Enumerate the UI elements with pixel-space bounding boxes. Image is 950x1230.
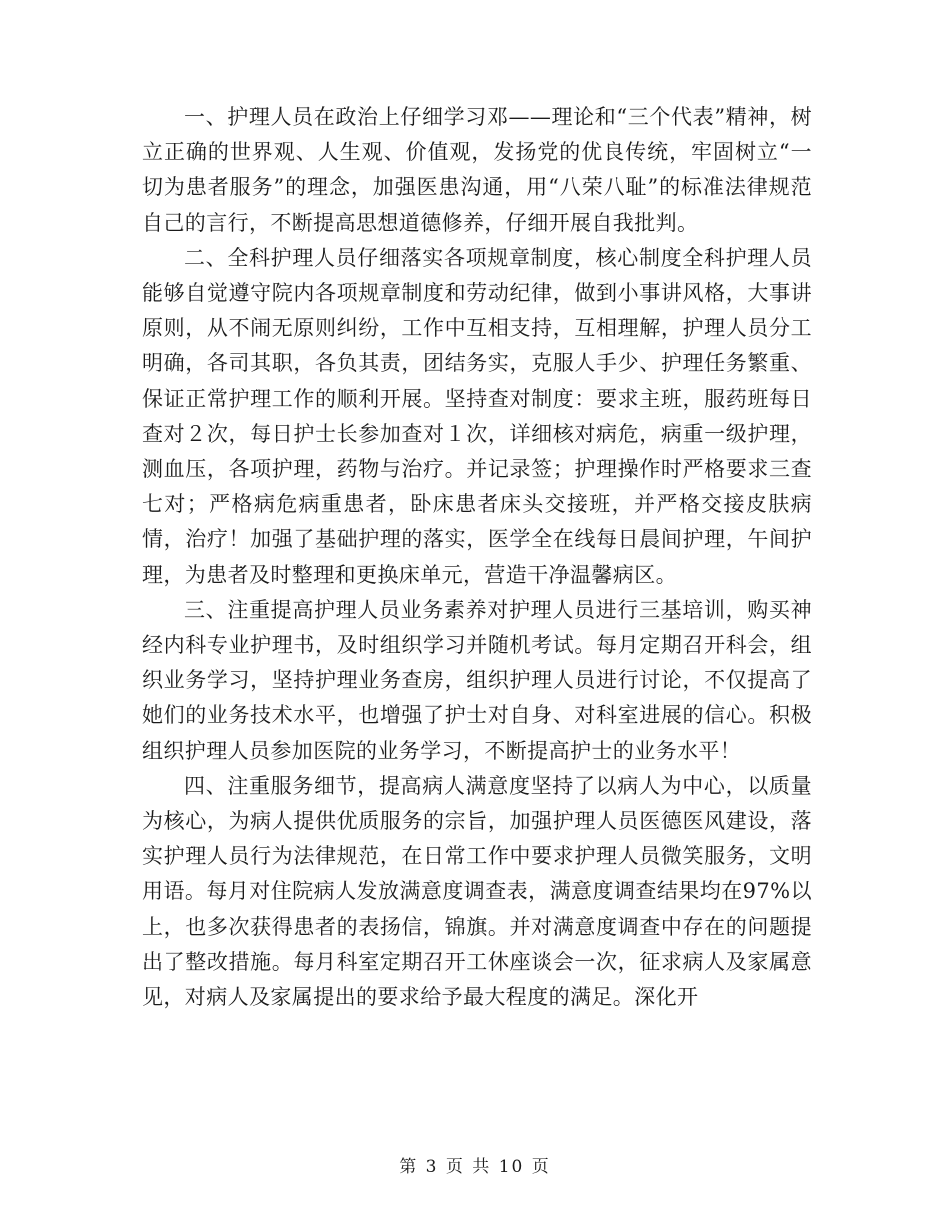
document-body xyxy=(142,100,812,1015)
paragraph-2: 二、全科护理人员仔细落实各项规章制度，核心制度全科护理人员能够自觉遵守院内各项规章制度和劳动纪律，做到小事讲风格，大事讲原则，从不闹无原则纠纷，工作中互相支持，互相理解，护理人员分工明确，各司其职，各负其责，团结务实，克服人手少、护理任务繁重、保证正常护理工作的顺利开展。坚持查对制度：要求主班，服药班每日查对２次，每日护士长参加查对１次，详细核对病危，病重一级护理，测血压，各项护理，药物与治疗。并记录签；护理操作时严格要求三查七对；严格病危病重患者，卧床患者床头交接班，并严格交接皮肤病情，治疗！加强了基础护理的落实，医学全在线每日晨间护理，午间护理，为患者及时整理和更换床单元，营造干净温馨病区。 xyxy=(142,245,812,587)
paragraph-3: 三、注重提高护理人员业务素养对护理人员进行三基培训，购买神经内科专业护理书，及时组织学习并随机考试。每月定期召开科会，组织业务学习，坚持护理业务查房，组织护理人员进行讨论，不仅提高了她们的业务技术水平，也增强了护士对自身、对科室进展的信心。积极组织护理人员参加医院的业务学习，不断提高护士的业务水平！ xyxy=(142,597,812,763)
paragraph-1: 一、护理人员在政治上仔细学习邓——理论和“三个代表”精神，树立正确的世界观、人生观、价值观，发扬党的优良传统，牢固树立“一切为患者服务”的理念，加强医患沟通，用“八荣八耻”的标准法律规范自己的言行，不断提高思想道德修养，仔细开展自我批判。 xyxy=(142,105,812,235)
page-footer: 第 3 页 共 10 页 xyxy=(399,1157,551,1177)
paragraph-4: 四、注重服务细节，提高病人满意度坚持了以病人为中心，以质量为核心，为病人提供优质服务的宗旨，加强护理人员医德医风建设，落实护理人员行为法律规范，在日常工作中要求护理人员微笑服务，文明用语。每月对住院病人发放满意度调查表，满意度调查结果均在97%以上，也多次获得患者的表扬信，锦旗。并对满意度调查中存在的问题提出了整改措施。每月科室定期召开工休座谈会一次，征求病人及家属意见，对病人及家属提出的要求给予最大程度的满足。深化开 xyxy=(142,773,812,1010)
